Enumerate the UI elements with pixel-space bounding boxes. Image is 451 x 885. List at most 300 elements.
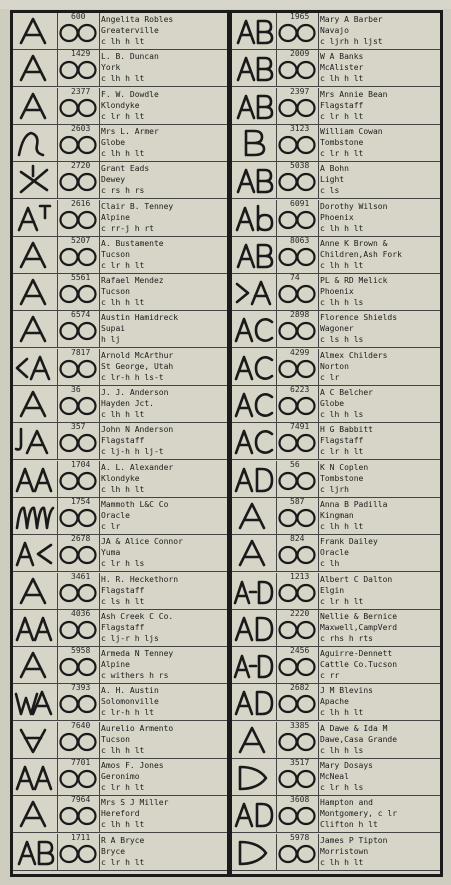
owner-location: Dawe,Casa Grande — [320, 734, 398, 744]
cell-divider — [99, 274, 100, 310]
brand-position: c ljrh h ljst — [320, 37, 383, 46]
owner-details — [320, 648, 440, 681]
owner-name: K N Coplen — [320, 462, 369, 472]
earmark-icon — [59, 393, 97, 419]
brand-record-row — [232, 349, 440, 386]
owner-details — [101, 51, 225, 84]
brand-glyph — [232, 535, 277, 571]
earmark-icon — [278, 169, 316, 195]
earmark-icon — [278, 729, 316, 755]
brand-record-row — [232, 759, 440, 796]
brand-glyph — [13, 498, 58, 534]
cell-divider — [99, 200, 100, 236]
brand-glyph — [13, 274, 58, 310]
owner-location: Phoenix — [320, 212, 354, 222]
brand-record-row — [232, 834, 440, 871]
record-number: 2220 — [290, 608, 310, 618]
owner-name: Angelita Robles — [101, 15, 174, 24]
owner-details — [101, 648, 225, 681]
cell-divider — [318, 722, 319, 758]
brand-glyph — [232, 349, 277, 385]
record-number: 5207 — [71, 235, 91, 245]
owner-location: Flagstaff — [101, 436, 145, 446]
brand-position: c lr-h h ls-t — [101, 372, 164, 382]
brand-position: c lr h lt — [101, 111, 145, 121]
owner-location: Hayden Jct. — [101, 399, 154, 408]
owner-location: Solomonville — [101, 697, 159, 707]
owner-name: Albert C Dalton — [320, 574, 393, 584]
owner-location: Wagoner — [320, 324, 354, 334]
brand-position: Clifton h lt — [320, 820, 378, 830]
owner-name: JA & Alice Connor — [101, 537, 183, 547]
cell-divider — [99, 423, 100, 459]
record-number: 1704 — [71, 459, 91, 469]
owner-name: Anne K Brown & — [320, 238, 388, 248]
owner-details — [320, 723, 440, 756]
cell-divider — [318, 610, 319, 646]
owner-location: Morristown — [320, 846, 369, 856]
owner-location: Montgomery, c lr — [320, 809, 398, 819]
brand-record-row — [13, 647, 227, 684]
owner-details — [101, 275, 225, 308]
cell-divider — [99, 796, 100, 832]
cell-divider — [99, 125, 100, 161]
record-number: 6091 — [290, 198, 310, 208]
owner-name: Rafael Mendez — [101, 276, 164, 286]
owner-details — [101, 201, 225, 234]
record-number: 2377 — [71, 86, 91, 96]
earmark-icon — [59, 430, 97, 456]
owner-name: Anna B Padilla — [320, 499, 388, 509]
brand-glyph — [13, 200, 58, 236]
cell-divider — [318, 796, 319, 832]
owner-location: McNeal — [320, 772, 349, 781]
owner-name: Mary Dosays — [320, 761, 373, 770]
cell-divider — [99, 610, 100, 646]
owner-details — [320, 126, 440, 159]
cell-divider — [99, 759, 100, 795]
record-number: 2009 — [290, 49, 310, 59]
owner-name: L. B. Duncan — [101, 52, 159, 62]
brand-position: c rr — [320, 671, 340, 681]
earmark-icon — [59, 542, 97, 568]
owner-name: Clair B. Tenney — [101, 201, 174, 211]
brand-glyph — [13, 162, 58, 198]
earmark-icon — [59, 841, 97, 867]
cell-divider — [99, 684, 100, 720]
cell-divider — [318, 535, 319, 571]
brand-glyph — [232, 647, 277, 683]
brand-position: c lr h lt — [320, 447, 364, 457]
brand-glyph — [232, 610, 277, 646]
owner-details — [101, 499, 225, 532]
brand-position: c lr h lt — [101, 857, 145, 867]
owner-location: Flagstaff — [101, 585, 145, 595]
brand-glyph — [13, 237, 58, 273]
brand-record-row — [13, 311, 227, 348]
brand-record-row — [232, 386, 440, 423]
earmark-icon — [278, 95, 316, 121]
brand-position: c lr h lt — [320, 596, 364, 606]
record-number: 5561 — [71, 273, 91, 283]
record-number: 1213 — [290, 571, 310, 581]
owner-details — [320, 574, 440, 607]
brand-position: c lh h lt — [320, 857, 364, 867]
earmark-icon — [59, 20, 97, 46]
earmark-icon — [59, 356, 97, 382]
brand-record-row — [13, 125, 227, 162]
owner-location: Bryce — [101, 846, 126, 856]
brand-position: c lh h lt — [320, 708, 364, 718]
owner-details — [101, 163, 225, 196]
earmark-icon — [59, 729, 97, 755]
owner-details — [320, 424, 440, 457]
brand-record-row — [13, 386, 227, 423]
owner-name: Florence Shields — [320, 313, 398, 323]
brand-glyph — [232, 834, 277, 870]
cell-divider — [318, 125, 319, 161]
record-number: 3517 — [290, 758, 310, 767]
cell-divider — [318, 759, 319, 795]
earmark-icon — [278, 542, 316, 568]
owner-details — [101, 536, 225, 569]
cell-divider — [318, 237, 319, 273]
earmark-icon — [278, 430, 316, 456]
owner-name: Aguirre-Dennett — [320, 649, 393, 659]
owner-details — [101, 797, 225, 830]
owner-details — [320, 275, 440, 308]
cell-divider — [99, 13, 100, 49]
owner-name: Arnold McArthur — [101, 350, 174, 360]
brand-glyph — [13, 684, 58, 720]
brand-glyph — [232, 274, 277, 310]
owner-location: Flagstaff — [320, 100, 364, 110]
brand-record-row — [232, 684, 440, 721]
brand-glyph — [13, 573, 58, 609]
brand-record-row — [13, 759, 227, 796]
owner-location: Tucson — [101, 287, 130, 297]
owner-name: F. W. Dowdle — [101, 89, 159, 99]
earmark-icon — [278, 468, 316, 494]
cell-divider — [318, 162, 319, 198]
owner-details — [320, 835, 440, 868]
owner-name: H. R. Heckethorn — [101, 574, 179, 584]
owner-name: Frank Dailey — [320, 537, 378, 547]
owner-name: A C Belcher — [320, 388, 373, 397]
owner-location: Children,Ash Fork — [320, 249, 402, 259]
brand-record-row — [232, 796, 440, 833]
brand-record-row — [13, 88, 227, 125]
owner-location: Globe — [101, 137, 126, 147]
record-number: 7701 — [71, 758, 91, 767]
owner-name: W A Banks — [320, 52, 364, 62]
owner-location: Tucson — [101, 249, 130, 259]
owner-location: Dewey — [101, 175, 126, 185]
brand-position: c ljrh — [320, 484, 349, 494]
owner-location: Globe — [320, 399, 345, 408]
brand-record-row — [232, 162, 440, 199]
brand-record-row — [232, 200, 440, 237]
earmark-icon — [278, 20, 316, 46]
cell-divider — [99, 498, 100, 534]
owner-details — [101, 312, 225, 345]
cell-divider — [99, 386, 100, 422]
owner-location: Light — [320, 175, 345, 185]
brand-record-row — [232, 498, 440, 535]
owner-details — [320, 387, 440, 420]
brand-position: c lh h lt — [320, 223, 364, 233]
cell-divider — [318, 647, 319, 683]
owner-details — [320, 163, 440, 196]
earmark-icon — [59, 766, 97, 792]
brand-ledger-table — [10, 10, 443, 877]
cell-divider — [318, 386, 319, 422]
owner-location: Tombstone — [320, 137, 364, 147]
record-number: 1711 — [71, 832, 91, 842]
brand-glyph — [13, 125, 58, 161]
record-number: 2616 — [71, 198, 91, 208]
owner-details — [320, 611, 440, 644]
brand-glyph — [232, 759, 277, 795]
owner-details — [101, 387, 225, 420]
owner-name: A. H. Austin — [101, 686, 159, 696]
owner-details — [320, 462, 440, 495]
brand-record-row — [232, 237, 440, 274]
owner-name: PL & RD Melick — [320, 276, 388, 286]
brand-position: c lh h lt — [101, 484, 145, 494]
brand-position: c lr — [320, 372, 340, 382]
earmark-icon — [59, 207, 97, 233]
owner-name: Hampton and — [320, 798, 373, 808]
owner-name: Almex Childers — [320, 350, 388, 360]
owner-details — [101, 424, 225, 457]
earmark-icon — [278, 803, 316, 829]
brand-record-row — [13, 50, 227, 87]
brand-position: c lh h lt — [101, 148, 145, 158]
cell-divider — [99, 722, 100, 758]
brand-record-row — [13, 610, 227, 647]
cell-divider — [99, 535, 100, 571]
brand-position: c lh h lt — [320, 74, 364, 84]
brand-position: c ls h lt — [101, 596, 145, 606]
brand-glyph — [13, 423, 58, 459]
owner-location: St George, Utah — [101, 361, 174, 371]
earmark-icon — [278, 617, 316, 643]
brand-record-row — [13, 684, 227, 721]
brand-record-row — [232, 647, 440, 684]
record-number: 3608 — [290, 795, 310, 805]
cell-divider — [318, 200, 319, 236]
record-number: 1965 — [290, 12, 310, 21]
owner-name: John N Anderson — [101, 425, 174, 435]
earmark-icon — [278, 691, 316, 717]
brand-position: c lh h ls — [320, 745, 364, 755]
brand-glyph — [232, 461, 277, 497]
earmark-icon — [59, 691, 97, 717]
record-number: 2456 — [290, 646, 310, 656]
brand-record-row — [232, 13, 440, 50]
record-number: 5038 — [290, 161, 310, 171]
brand-glyph — [13, 722, 58, 758]
earmark-icon — [278, 580, 316, 606]
earmark-icon — [59, 803, 97, 829]
brand-record-row — [232, 125, 440, 162]
brand-glyph — [232, 311, 277, 347]
right-column — [232, 13, 440, 874]
record-number: 2682 — [290, 683, 310, 693]
owner-name: Mrs L. Armer — [101, 126, 159, 136]
owner-details — [101, 723, 225, 756]
brand-position: c lh h ls — [320, 298, 364, 308]
brand-glyph — [232, 684, 277, 720]
record-number: 2898 — [290, 310, 310, 320]
owner-details — [101, 611, 225, 644]
brand-glyph — [13, 50, 58, 86]
earmark-icon — [278, 244, 316, 270]
brand-glyph — [232, 423, 277, 459]
owner-details — [320, 685, 440, 718]
brand-glyph — [232, 573, 277, 609]
owner-name: A. Bustamente — [101, 238, 164, 248]
brand-glyph — [13, 461, 58, 497]
owner-details — [320, 350, 440, 383]
brand-position: c lh h lt — [101, 745, 145, 755]
brand-record-row — [232, 573, 440, 610]
owner-location: Yuma — [101, 548, 121, 558]
earmark-icon — [59, 169, 97, 195]
brand-record-row — [13, 535, 227, 572]
brand-record-row — [13, 834, 227, 871]
brand-glyph — [13, 647, 58, 683]
owner-location: Klondyke — [101, 100, 140, 110]
brand-glyph — [13, 349, 58, 385]
earmark-icon — [59, 505, 97, 531]
brand-position: c lh h lt — [101, 820, 145, 830]
owner-details — [320, 89, 440, 122]
owner-details — [101, 89, 225, 122]
brand-glyph — [232, 200, 277, 236]
owner-name: Austin Hamidreck — [101, 313, 179, 323]
owner-details — [101, 126, 225, 159]
owner-location: Phoenix — [320, 287, 354, 297]
brand-glyph — [232, 498, 277, 534]
top-strip — [0, 0, 451, 9]
owner-location: Tombstone — [320, 473, 364, 483]
cell-divider — [318, 50, 319, 86]
record-number: 6223 — [290, 385, 310, 394]
owner-location: Cattle Co.Tucson — [320, 660, 398, 670]
brand-glyph — [13, 13, 58, 49]
earmark-icon — [59, 468, 97, 494]
owner-name: Ash Creek C Co. — [101, 611, 174, 621]
owner-name: Dorothy Wilson — [320, 201, 388, 211]
earmark-icon — [278, 132, 316, 158]
brand-glyph — [232, 125, 277, 161]
brand-position: c withers h rs — [101, 671, 169, 681]
record-number: 4299 — [290, 347, 310, 357]
owner-name: Armeda N Tenney — [101, 649, 174, 659]
cell-divider — [99, 88, 100, 124]
owner-location: Tucson — [101, 734, 130, 744]
record-number: 56 — [290, 459, 300, 469]
owner-location: Alpine — [101, 660, 130, 670]
owner-location: McAlister — [320, 63, 364, 73]
brand-record-row — [13, 796, 227, 833]
owner-location: Maxwell,CampVerd — [320, 622, 398, 632]
brand-record-row — [13, 274, 227, 311]
earmark-icon — [59, 318, 97, 344]
brand-position: c lj-h h lj-t — [101, 447, 164, 457]
owner-details — [320, 238, 440, 271]
earmark-icon — [59, 57, 97, 83]
earmark-icon — [59, 617, 97, 643]
brand-record-row — [13, 237, 227, 274]
record-number: 600 — [71, 12, 86, 21]
brand-record-row — [13, 498, 227, 535]
left-column — [13, 13, 227, 874]
owner-name: Mammoth L&C Co — [101, 499, 169, 509]
brand-position: c lr-h h lt — [101, 708, 154, 718]
earmark-icon — [278, 505, 316, 531]
brand-record-row — [232, 311, 440, 348]
owner-location: Hereford — [101, 809, 140, 819]
brand-position: c lh h lt — [320, 260, 364, 270]
owner-name: R A Bryce — [101, 835, 145, 845]
cell-divider — [99, 162, 100, 198]
brand-record-row — [232, 722, 440, 759]
record-number: 5958 — [71, 646, 91, 656]
brand-glyph — [232, 162, 277, 198]
owner-location: Flagstaff — [320, 436, 364, 446]
brand-glyph — [13, 759, 58, 795]
cell-divider — [318, 498, 319, 534]
owner-location: Supai — [101, 324, 126, 334]
brand-glyph — [13, 796, 58, 832]
cell-divider — [318, 423, 319, 459]
record-number: 7964 — [71, 795, 91, 805]
owner-location: Apache — [320, 697, 349, 707]
owner-details — [101, 835, 225, 868]
brand-glyph — [13, 834, 58, 870]
earmark-icon — [278, 654, 316, 680]
brand-position: c lh h lt — [101, 74, 145, 84]
earmark-icon — [278, 356, 316, 382]
brand-position: c lr h lt — [320, 148, 364, 158]
owner-details — [320, 536, 440, 569]
brand-position: c lh — [320, 559, 340, 569]
brand-record-row — [13, 349, 227, 386]
brand-glyph — [13, 610, 58, 646]
cell-divider — [318, 274, 319, 310]
record-number: 7393 — [71, 683, 91, 693]
owner-details — [320, 312, 440, 345]
brand-record-row — [13, 461, 227, 498]
cell-divider — [99, 834, 100, 870]
owner-details — [320, 14, 440, 47]
owner-location: Geronimo — [101, 772, 140, 781]
owner-details — [101, 14, 225, 47]
owner-details — [101, 238, 225, 271]
owner-details — [101, 462, 225, 495]
owner-details — [101, 350, 225, 383]
earmark-icon — [278, 57, 316, 83]
owner-location: Klondyke — [101, 473, 140, 483]
brand-position: c lr — [101, 521, 121, 531]
brand-glyph — [232, 722, 277, 758]
brand-position: c ls — [320, 186, 340, 196]
owner-location: Norton — [320, 361, 349, 371]
owner-location: Oracle — [320, 548, 349, 558]
